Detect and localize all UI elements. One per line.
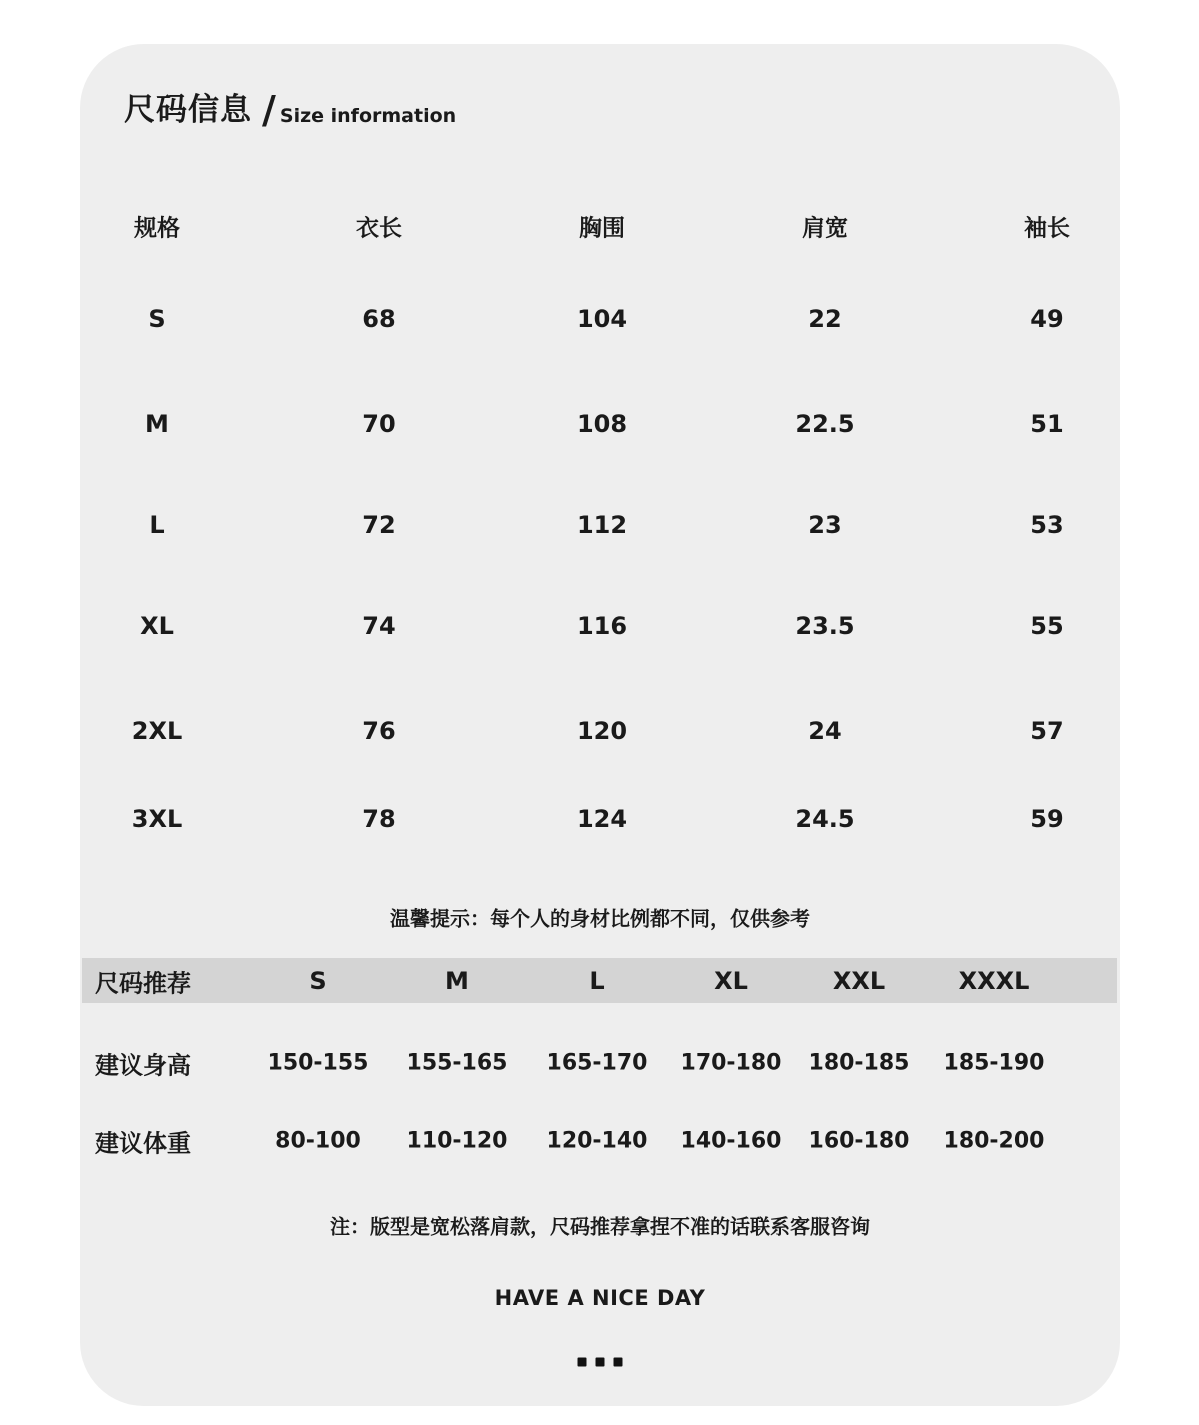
size-table-cell: 24 — [808, 717, 842, 745]
dot — [614, 1358, 623, 1367]
slogan: HAVE A NICE DAY — [494, 1286, 706, 1310]
dot — [578, 1358, 587, 1367]
title-en: Size information — [279, 105, 457, 127]
recommend-cell: 170-180 — [680, 1050, 782, 1076]
size-table-cell: 116 — [576, 612, 628, 640]
size-label: XL — [140, 612, 174, 640]
size-table-cell: 124 — [576, 805, 628, 833]
size-table-header: 肩宽 — [802, 215, 848, 242]
size-table-cell: 24.5 — [795, 805, 855, 833]
recommend-size-header: XXXL — [958, 967, 1030, 995]
recommend-size-header: M — [445, 967, 469, 995]
recommend-size-header: XL — [714, 967, 748, 995]
size-table-cell: 108 — [576, 410, 628, 438]
size-table-cell: 51 — [1030, 410, 1064, 438]
recommend-cell: 150-155 — [267, 1050, 369, 1076]
recommend-cell: 80-100 — [275, 1128, 361, 1154]
size-label: S — [148, 305, 166, 333]
size-label: 3XL — [131, 805, 183, 833]
size-card — [80, 44, 1120, 1406]
recommend-row-label: 建议身高 — [95, 1051, 191, 1080]
title-cn: 尺码信息 — [124, 92, 252, 128]
size-table-cell: 49 — [1030, 305, 1064, 333]
size-table-header: 胸围 — [579, 215, 625, 242]
recommend-row-label: 建议体重 — [95, 1129, 191, 1158]
size-table-header: 衣长 — [356, 215, 402, 242]
page-title — [124, 84, 457, 132]
title-slash: / — [262, 88, 276, 132]
recommend-label: 尺码推荐 — [95, 969, 191, 998]
size-table-cell: 53 — [1030, 511, 1064, 539]
recommend-size-header: L — [589, 967, 605, 995]
size-table-cell: 112 — [576, 511, 628, 539]
size-table-cell: 70 — [362, 410, 396, 438]
size-table-cell: 76 — [362, 717, 396, 745]
size-table-cell: 120 — [576, 717, 628, 745]
recommend-cell: 160-180 — [808, 1128, 910, 1154]
recommend-cell: 155-165 — [406, 1050, 508, 1076]
size-table-cell: 68 — [362, 305, 396, 333]
size-label: L — [149, 511, 165, 539]
size-table-cell: 22 — [808, 305, 842, 333]
dot — [596, 1358, 605, 1367]
size-label: 2XL — [131, 717, 183, 745]
size-table-cell: 57 — [1030, 717, 1064, 745]
size-table-cell: 72 — [362, 511, 396, 539]
size-table-cell: 55 — [1030, 612, 1064, 640]
recommend-cell: 110-120 — [406, 1128, 508, 1154]
ellipsis-icon — [578, 1358, 623, 1367]
tip-text: 温馨提示：每个人的身材比例都不同，仅供参考 — [390, 906, 810, 931]
size-table-cell: 104 — [576, 305, 628, 333]
recommend-size-header: S — [309, 967, 327, 995]
recommend-cell: 180-185 — [808, 1050, 910, 1076]
size-table-cell: 59 — [1030, 805, 1064, 833]
note-text: 注：版型是宽松落肩款，尺码推荐拿捏不准的话联系客服咨询 — [330, 1214, 870, 1239]
size-table-cell: 22.5 — [795, 410, 855, 438]
recommend-cell: 140-160 — [680, 1128, 782, 1154]
size-table-cell: 23 — [808, 511, 842, 539]
size-table-header: 袖长 — [1024, 215, 1070, 242]
size-label: M — [145, 410, 169, 438]
size-table-cell: 23.5 — [795, 612, 855, 640]
recommend-cell: 180-200 — [943, 1128, 1045, 1154]
recommend-cell: 185-190 — [943, 1050, 1045, 1076]
recommend-cell: 120-140 — [546, 1128, 648, 1154]
recommend-cell: 165-170 — [546, 1050, 648, 1076]
recommend-size-header: XXL — [832, 967, 886, 995]
size-table-cell: 78 — [362, 805, 396, 833]
size-table-cell: 74 — [362, 612, 396, 640]
size-table-header: 规格 — [134, 215, 180, 242]
